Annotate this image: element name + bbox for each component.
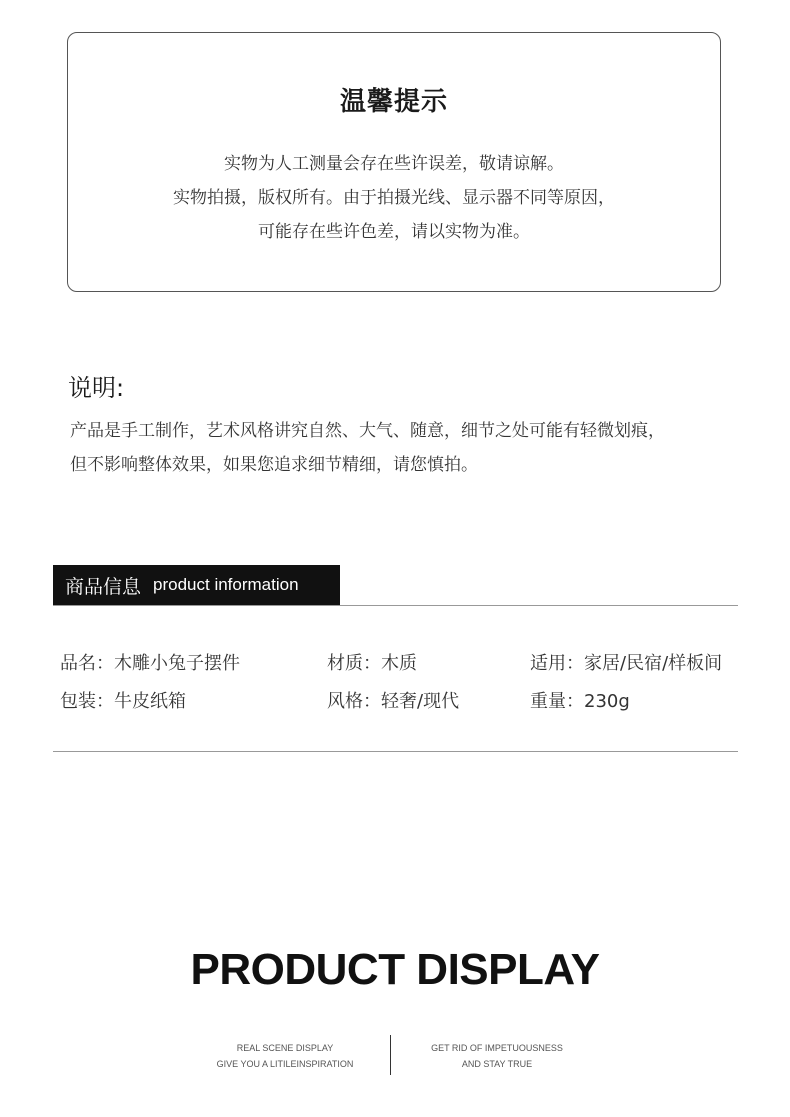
spec-item-weight bbox=[530, 687, 630, 713]
divider bbox=[53, 605, 738, 606]
description-title: 说明: bbox=[68, 374, 125, 402]
spec-label: 重量： bbox=[530, 691, 584, 712]
product-info-header-cn: 商品信息 bbox=[65, 575, 142, 598]
right-caption bbox=[402, 1040, 592, 1072]
spec-item-name bbox=[60, 649, 240, 675]
notice-line: 实物拍摄，版权所有。由于拍摄光线、显示器不同等原因， bbox=[173, 188, 615, 208]
spec-item-material bbox=[327, 649, 417, 675]
spec-label: 材质： bbox=[327, 653, 381, 674]
spec-value: 230g bbox=[584, 691, 630, 712]
notice-box bbox=[67, 32, 721, 292]
spec-label: 适用： bbox=[530, 653, 584, 674]
product-info-header bbox=[53, 565, 340, 605]
notice-line: 实物为人工测量会存在些许误差，敬请谅解。 bbox=[224, 154, 564, 174]
spec-value: 家居/民宿/样板间 bbox=[584, 653, 723, 674]
spec-item-usage bbox=[530, 649, 722, 675]
spec-label: 品名： bbox=[60, 653, 114, 674]
divider bbox=[53, 751, 738, 752]
spec-item-package bbox=[60, 687, 186, 713]
notice-title: 温馨提示 bbox=[339, 87, 448, 117]
spec-item-style bbox=[327, 687, 459, 713]
description-line: 但不影响整体效果，如果您追求细节精细，请您慎拍。 bbox=[70, 455, 478, 475]
description-line: 产品是手工制作，艺术风格讲究自然、大气、随意，细节之处可能有轻微划痕， bbox=[70, 421, 665, 441]
spec-value: 木雕小兔子摆件 bbox=[114, 653, 240, 674]
caption-divider bbox=[390, 1035, 391, 1075]
spec-value: 牛皮纸箱 bbox=[114, 691, 186, 712]
spec-label: 包装： bbox=[60, 691, 114, 712]
spec-label: 风格： bbox=[327, 691, 381, 712]
spec-value: 轻奢/现代 bbox=[381, 691, 460, 712]
notice-line: 可能存在些许色差，请以实物为准。 bbox=[258, 222, 530, 242]
spec-value: 木质 bbox=[381, 653, 417, 674]
product-info-header-en: product information bbox=[153, 575, 299, 594]
product-display-title: PRODUCT DISPLAY bbox=[190, 945, 600, 994]
caption-line: REAL SCENE DISPLAY bbox=[236, 1043, 334, 1053]
caption-line: GIVE YOU A LITILEINSPIRATION bbox=[216, 1059, 354, 1069]
caption-line: AND STAY TRUE bbox=[461, 1059, 533, 1069]
left-caption bbox=[190, 1040, 380, 1072]
caption-line: GET RID OF IMPETUOUSNESS bbox=[431, 1043, 563, 1053]
